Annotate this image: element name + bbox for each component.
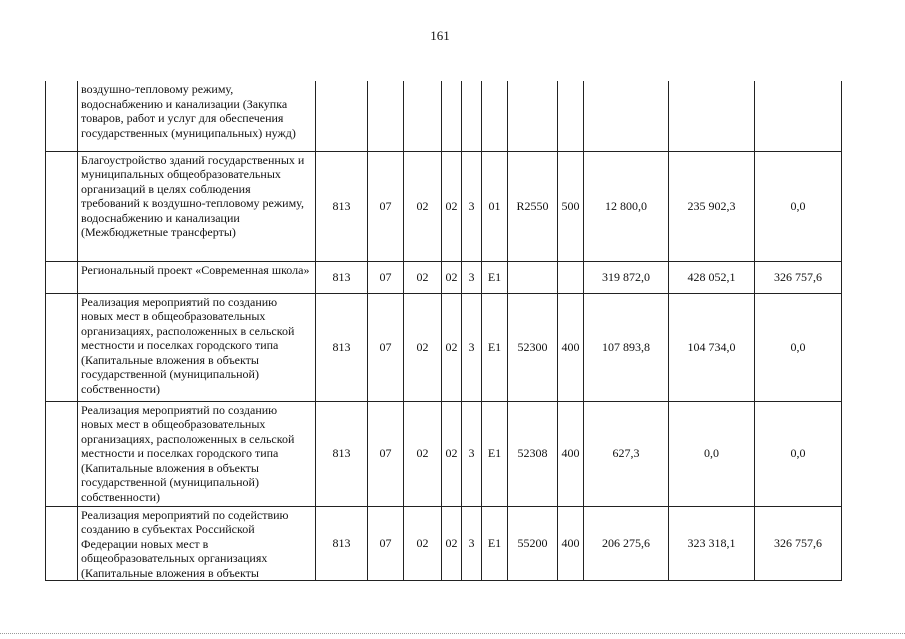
cell-vr xyxy=(558,81,584,151)
row-description: Реализация мероприятий по созданию новых мест в общеобразовательных организациях, расположенных в сельской местности и поселках городского типа (Капитальные вложения в объекты государственной (муниципальной) собственности) xyxy=(78,293,316,401)
cell-rz: 07 xyxy=(368,261,404,293)
cell-csr: 52308 xyxy=(508,401,558,506)
table-row xyxy=(46,151,842,261)
cell-year-3: 326 757,6 xyxy=(755,506,842,581)
row-gutter xyxy=(46,293,78,401)
cell-csr xyxy=(508,261,558,293)
row-description: Реализация мероприятий по созданию новых мест в общеобразовательных организациях, расположенных в сельской местности и поселках городского типа (Капитальные вложения в объекты государственной (муниципальной) собственности) xyxy=(78,401,316,506)
cell-event: Е1 xyxy=(482,506,508,581)
cell-vr: 400 xyxy=(558,506,584,581)
row-gutter xyxy=(46,401,78,506)
row-gutter xyxy=(46,506,78,581)
cell-subprogram: 3 xyxy=(462,151,482,261)
cell-subprogram xyxy=(462,81,482,151)
cell-subprogram: 3 xyxy=(462,261,482,293)
cell-program: 02 xyxy=(442,506,462,581)
cell-year-1: 627,3 xyxy=(584,401,669,506)
cell-csr xyxy=(508,81,558,151)
row-gutter xyxy=(46,151,78,261)
cell-year-1 xyxy=(584,81,669,151)
budget-table xyxy=(45,81,842,581)
cell-event: Е1 xyxy=(482,261,508,293)
cell-program xyxy=(442,81,462,151)
cell-program: 02 xyxy=(442,151,462,261)
cell-year-2: 428 052,1 xyxy=(669,261,755,293)
cell-pr: 02 xyxy=(404,261,442,293)
cell-pr: 02 xyxy=(404,293,442,401)
row-description: Региональный проект «Современная школа» xyxy=(78,261,316,293)
table-row xyxy=(46,81,842,151)
cell-vr: 500 xyxy=(558,151,584,261)
cell-grbs: 813 xyxy=(316,293,368,401)
cell-grbs xyxy=(316,81,368,151)
cell-year-2 xyxy=(669,81,755,151)
cell-grbs: 813 xyxy=(316,506,368,581)
cell-year-2: 323 318,1 xyxy=(669,506,755,581)
cell-program: 02 xyxy=(442,261,462,293)
cell-year-3: 0,0 xyxy=(755,293,842,401)
cell-pr: 02 xyxy=(404,506,442,581)
cell-vr: 400 xyxy=(558,401,584,506)
cell-year-2: 235 902,3 xyxy=(669,151,755,261)
cell-year-2: 0,0 xyxy=(669,401,755,506)
cell-event: Е1 xyxy=(482,293,508,401)
cell-event: 01 xyxy=(482,151,508,261)
table-row xyxy=(46,506,842,581)
cell-csr: R2550 xyxy=(508,151,558,261)
cell-year-3: 0,0 xyxy=(755,401,842,506)
cell-rz xyxy=(368,81,404,151)
cell-program: 02 xyxy=(442,401,462,506)
cell-rz: 07 xyxy=(368,506,404,581)
cell-vr xyxy=(558,261,584,293)
cell-year-2: 104 734,0 xyxy=(669,293,755,401)
row-gutter xyxy=(46,81,78,151)
cell-pr xyxy=(404,81,442,151)
cell-subprogram: 3 xyxy=(462,293,482,401)
cell-grbs: 813 xyxy=(316,151,368,261)
cell-year-1: 319 872,0 xyxy=(584,261,669,293)
cell-event: Е1 xyxy=(482,401,508,506)
cell-year-1: 12 800,0 xyxy=(584,151,669,261)
row-gutter xyxy=(46,261,78,293)
scan-edge-rule xyxy=(0,633,905,635)
cell-subprogram: 3 xyxy=(462,506,482,581)
page-number: 161 xyxy=(430,28,450,43)
cell-rz: 07 xyxy=(368,293,404,401)
cell-csr: 52300 xyxy=(508,293,558,401)
cell-pr: 02 xyxy=(404,151,442,261)
cell-csr: 55200 xyxy=(508,506,558,581)
row-description: Реализация мероприятий по содействию созданию в субъектах Российской Федерации новых мест в общеобразовательных организациях (Капитальные вложения в объекты xyxy=(78,506,316,581)
cell-year-3: 0,0 xyxy=(755,151,842,261)
cell-rz: 07 xyxy=(368,151,404,261)
cell-year-1: 206 275,6 xyxy=(584,506,669,581)
cell-grbs: 813 xyxy=(316,261,368,293)
cell-pr: 02 xyxy=(404,401,442,506)
cell-program: 02 xyxy=(442,293,462,401)
row-description: Благоустройство зданий государственных и муниципальных общеобразовательных организаций в целях соблюдения требований к воздушно-тепловому режиму, водоснабжению и канализации (Межбюджетные трансферты) xyxy=(78,151,316,261)
cell-year-3 xyxy=(755,81,842,151)
cell-grbs: 813 xyxy=(316,401,368,506)
cell-subprogram: 3 xyxy=(462,401,482,506)
cell-event xyxy=(482,81,508,151)
table-row xyxy=(46,401,842,506)
cell-year-3: 326 757,6 xyxy=(755,261,842,293)
cell-rz: 07 xyxy=(368,401,404,506)
cell-year-1: 107 893,8 xyxy=(584,293,669,401)
row-description: воздушно-тепловому режиму, водоснабжению и канализации (Закупка товаров, работ и услуг для обеспечения государственных (муниципальных) нужд) xyxy=(78,81,316,151)
cell-vr: 400 xyxy=(558,293,584,401)
table-row xyxy=(46,261,842,293)
table-row xyxy=(46,293,842,401)
